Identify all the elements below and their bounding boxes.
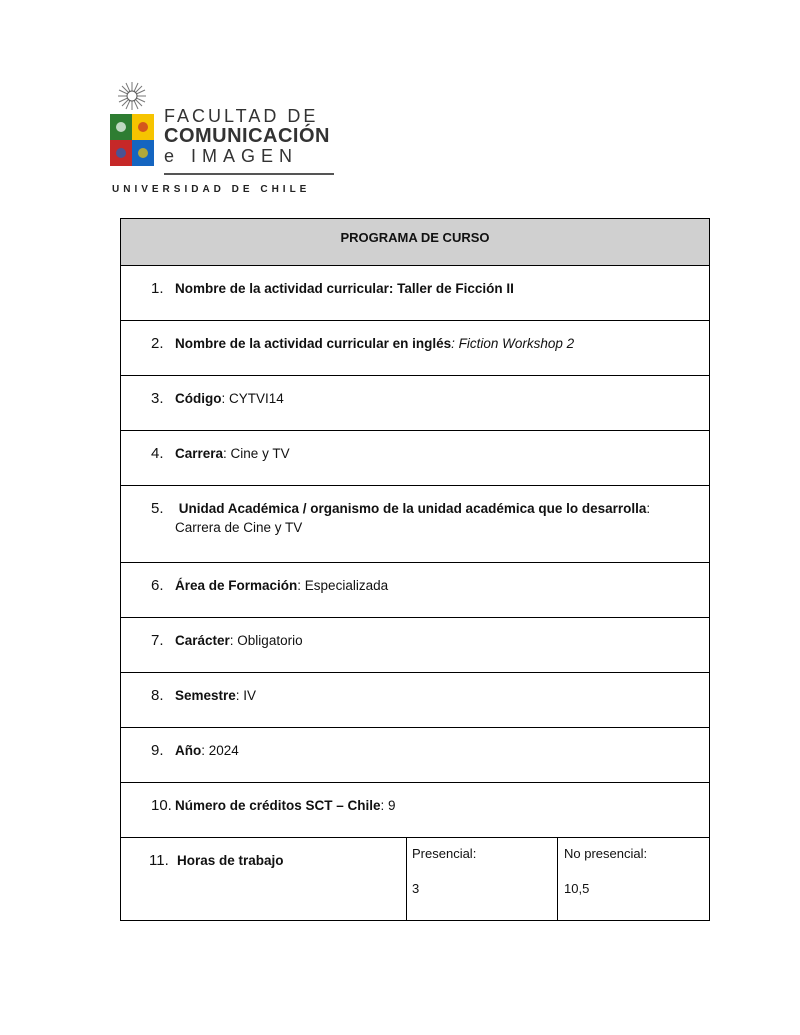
item-number: 7. bbox=[151, 632, 164, 649]
item-number: 5. bbox=[151, 500, 164, 517]
table-row bbox=[121, 486, 709, 563]
item-value: : CYTVI14 bbox=[221, 391, 284, 406]
item-value: : Especializada bbox=[297, 578, 389, 593]
item-subvalue: Carrera de Cine y TV bbox=[175, 520, 303, 535]
item-label: Nombre de la actividad curricular en inglés bbox=[175, 336, 452, 351]
item-number: 6. bbox=[151, 577, 164, 594]
item-number: 10. bbox=[151, 797, 172, 814]
table-row bbox=[121, 728, 709, 783]
course-program-table bbox=[120, 218, 710, 921]
item-label: Código bbox=[175, 391, 222, 406]
item-value: : bbox=[646, 501, 651, 516]
header-divider bbox=[164, 173, 334, 175]
item-value: : 2024 bbox=[201, 743, 239, 758]
table-row bbox=[121, 266, 709, 321]
item-value: : Fiction Workshop 2 bbox=[451, 336, 575, 351]
item-number: 9. bbox=[151, 742, 164, 759]
no-presencial-cell bbox=[558, 838, 709, 920]
item-label: Área de Formación bbox=[175, 578, 298, 593]
table-row bbox=[121, 783, 709, 838]
item-label: Semestre bbox=[175, 688, 236, 703]
item-value: : 9 bbox=[380, 798, 396, 813]
faculty-name bbox=[164, 106, 330, 166]
item-number: 4. bbox=[151, 445, 164, 462]
table-row bbox=[121, 673, 709, 728]
item-label: Número de créditos SCT – Chile bbox=[175, 798, 381, 813]
table-row bbox=[121, 618, 709, 673]
item-number: 1. bbox=[151, 280, 164, 297]
presencial-label: Presencial: bbox=[412, 846, 477, 861]
item-number: 3. bbox=[151, 390, 164, 407]
presencial-cell bbox=[407, 838, 558, 920]
faculty-line-3: e IMAGEN bbox=[164, 146, 299, 166]
item-number: 2. bbox=[151, 335, 164, 352]
item-value: : IV bbox=[235, 688, 257, 703]
item-number: 11. bbox=[149, 852, 169, 869]
no-presencial-value: 10,5 bbox=[564, 881, 590, 896]
presencial-value: 3 bbox=[412, 881, 420, 896]
table-row bbox=[121, 376, 709, 431]
hours-label-cell bbox=[121, 838, 407, 920]
hours-label: Horas de trabajo bbox=[177, 853, 284, 868]
hours-row bbox=[121, 838, 709, 920]
table-row bbox=[121, 321, 709, 376]
faculty-line-1: FACULTAD DE bbox=[164, 106, 319, 126]
university-name: UNIVERSIDAD DE CHILE bbox=[112, 184, 311, 195]
faculty-line-2: COMUNICACIÓN bbox=[164, 125, 330, 147]
item-label: Nombre de la actividad curricular: Taller de Ficción II bbox=[175, 281, 514, 296]
table-title: PROGRAMA DE CURSO bbox=[121, 219, 709, 266]
item-number: 8. bbox=[151, 687, 164, 704]
item-label: Año bbox=[175, 743, 202, 758]
table-row bbox=[121, 563, 709, 618]
faculty-header bbox=[108, 80, 348, 200]
item-label: Unidad Académica / organismo de la unidad académica que lo desarrolla bbox=[175, 501, 647, 516]
item-value: : Cine y TV bbox=[223, 446, 290, 461]
item-label: Carácter bbox=[175, 633, 230, 648]
table-row bbox=[121, 431, 709, 486]
university-crest-icon bbox=[108, 80, 156, 170]
item-value: : Obligatorio bbox=[229, 633, 303, 648]
no-presencial-label: No presencial: bbox=[564, 846, 648, 861]
item-label: Carrera bbox=[175, 446, 224, 461]
